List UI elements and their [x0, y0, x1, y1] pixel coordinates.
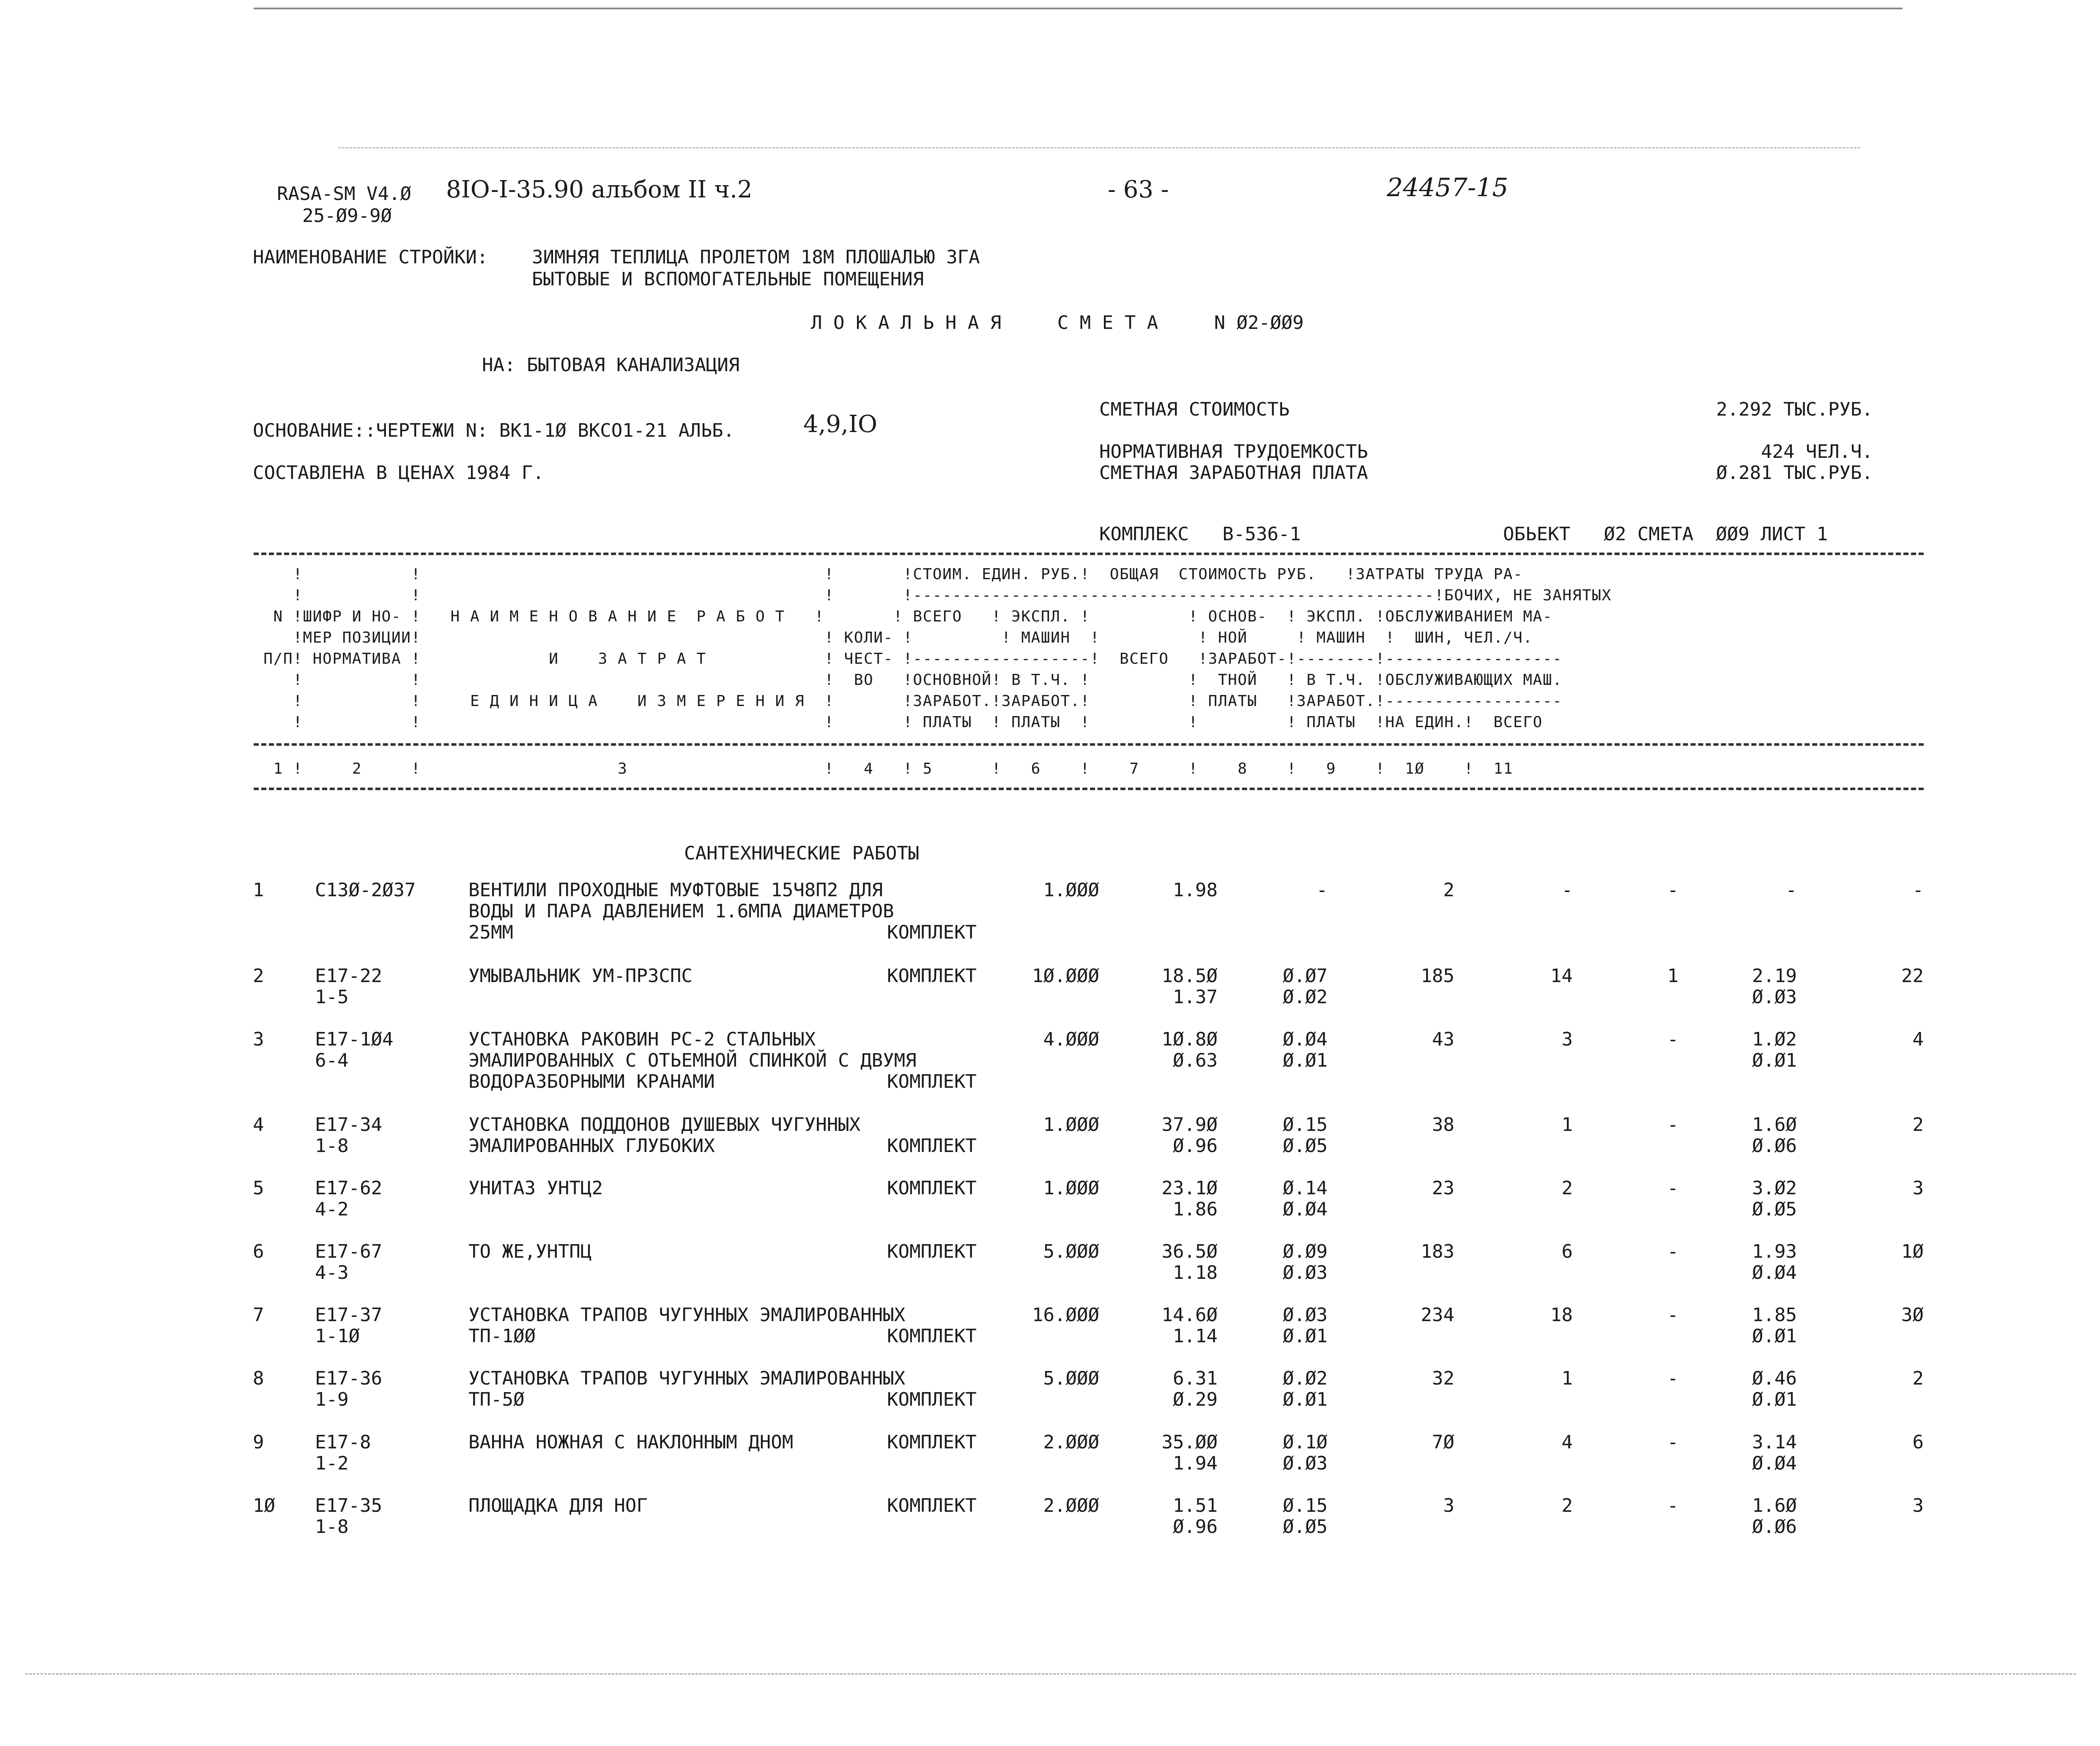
unit-cost-machines: Ø.Ø2: [1283, 1368, 1328, 1389]
total-cost: 3: [1443, 1495, 1454, 1516]
work-name-line: УСТАНОВКА ПОДДОНОВ ДУШЕВЫХ ЧУГУННЫХ: [468, 1114, 861, 1136]
norm-code: Е17-22: [315, 965, 382, 987]
labor-total: 6: [1912, 1431, 1924, 1453]
unit: КОМПЛЕКТ: [887, 1071, 977, 1092]
unit-cost-total: 23.1Ø: [1161, 1177, 1218, 1199]
unit-cost-total: 1.94: [1173, 1453, 1218, 1474]
labor-total: 4: [1912, 1029, 1924, 1050]
page-number: - 63 -: [1108, 176, 1169, 203]
labor-total: 2: [1912, 1368, 1924, 1389]
quantity: 16.ØØØ: [1032, 1304, 1099, 1326]
unit: КОМПЛЕКТ: [887, 1177, 977, 1199]
total-wage: 6: [1561, 1241, 1573, 1262]
total-cost: 23: [1432, 1177, 1454, 1199]
norm-code: 1-1Ø: [315, 1325, 360, 1347]
unit: КОМПЛЕКТ: [887, 965, 977, 987]
total-wage: 1: [1561, 1114, 1573, 1136]
unit-cost-total: 1.18: [1173, 1262, 1218, 1284]
labor-per-unit: Ø.Ø6: [1752, 1135, 1797, 1157]
unit-cost-machines: Ø.Ø9: [1283, 1241, 1328, 1262]
unit-cost-total: 1.86: [1173, 1199, 1218, 1220]
construction-label: НАИМЕНОВАНИЕ СТРОЙКИ:: [253, 246, 488, 268]
labor-per-unit: 1.6Ø: [1752, 1114, 1797, 1136]
bottom-faint-rule: [25, 1673, 2076, 1675]
norm-code: 1-8: [315, 1516, 349, 1538]
unit: КОМПЛЕКТ: [887, 1135, 977, 1157]
labor-value: 424 ЧЕЛ.Ч.: [1761, 441, 1873, 462]
table-header-line: ! ! ! ВО !ОСНОВНОЙ! В Т.Ч. ! ! ТНОЙ ! В Т.Ч. !ОБСЛУЖИВАЮЩИХ МАШ.: [254, 671, 1563, 689]
wage-label: СМЕТНАЯ ЗАРАБОТНАЯ ПЛАТА: [1099, 462, 1368, 484]
work-name-line: УСТАНОВКА РАКОВИН РС-2 СТАЛЬНЫХ: [468, 1029, 816, 1050]
row-number: 5: [253, 1177, 264, 1199]
construction-line-1: ЗИМНЯЯ ТЕПЛИЦА ПРОЛЕТОМ 18М ПЛОШАЛЬЮ 3ГА: [532, 246, 980, 268]
labor-total: 3Ø: [1901, 1304, 1924, 1326]
total-machine: -: [1667, 1431, 1678, 1453]
quantity: 4.ØØØ: [1043, 1029, 1099, 1050]
labor-per-unit: 1.85: [1752, 1304, 1797, 1326]
unit: КОМПЛЕКТ: [887, 1241, 977, 1262]
row-number: 3: [253, 1029, 264, 1050]
unit-cost-machines: -: [1316, 879, 1328, 901]
construction-line-2: БЫТОВЫЕ И ВСПОМОГАТЕЛЬНЫЕ ПОМЕЩЕНИЯ: [532, 268, 924, 290]
wage-value: Ø.281 ТЫС.РУБ.: [1716, 462, 1873, 484]
unit-cost-machines: Ø.Ø2: [1283, 986, 1328, 1008]
labor-per-unit: Ø.Ø6: [1752, 1516, 1797, 1538]
table-header-line: ! ! Е Д И Н И Ц А И З М Е Р Е Н И Я ! !ЗАРАБОТ.!ЗАРАБОТ.! ! ПЛАТЫ !ЗАРАБОТ.!------------------: [254, 692, 1563, 710]
labor-per-unit: Ø.Ø1: [1752, 1325, 1797, 1347]
table-header-line: ! ! ! !-----------------------------------------------------!БОЧИХ, НЕ ЗАНЯТЫХ: [254, 587, 1612, 604]
unit-cost-machines: Ø.Ø1: [1283, 1050, 1328, 1071]
table-header-line: N !ШИФР И НО- ! Н А И М Е Н О В А Н И Е Р А Б О Т ! ! ВСЕГО ! ЭКСПЛ. ! ! ОСНОВ- ! ЭКСПЛ. !ОБСЛУЖИВАНИЕМ МА-: [254, 608, 1553, 625]
basis-albums: 4,9,IO: [803, 411, 877, 438]
unit-cost-machines: Ø.Ø3: [1283, 1453, 1328, 1474]
unit-cost-machines: Ø.Ø1: [1283, 1389, 1328, 1410]
unit-cost-total: 1.51: [1173, 1495, 1218, 1516]
row-number: 6: [253, 1241, 264, 1262]
table-top-rule: [254, 553, 1924, 555]
total-machine: -: [1667, 1177, 1678, 1199]
row-number: 9: [253, 1431, 264, 1453]
total-cost: 38: [1432, 1114, 1454, 1136]
unit-cost-machines: Ø.Ø1: [1283, 1325, 1328, 1347]
unit-cost-total: 1.98: [1173, 879, 1218, 901]
labor-per-unit: 1.6Ø: [1752, 1495, 1797, 1516]
total-cost: 2: [1443, 879, 1454, 901]
total-machine: -: [1667, 1114, 1678, 1136]
cost-label: СМЕТНАЯ СТОИМОСТЬ: [1099, 399, 1290, 420]
norm-code: Е17-36: [315, 1368, 382, 1389]
labor-per-unit: -: [1785, 879, 1797, 901]
norm-code: Е17-34: [315, 1114, 382, 1136]
labor-per-unit: 3.Ø2: [1752, 1177, 1797, 1199]
unit-cost-total: Ø.96: [1173, 1135, 1218, 1157]
total-machine: -: [1667, 1029, 1678, 1050]
quantity: 5.ØØØ: [1043, 1241, 1099, 1262]
unit: КОМПЛЕКТ: [887, 1495, 977, 1516]
labor-per-unit: 3.14: [1752, 1431, 1797, 1453]
labor-per-unit: 1.Ø2: [1752, 1029, 1797, 1050]
labor-label: НОРМАТИВНАЯ ТРУДОЕМКОСТЬ: [1099, 441, 1368, 462]
total-cost: 185: [1421, 965, 1454, 987]
total-cost: 7Ø: [1432, 1431, 1454, 1453]
table-header-line: П/П! НОРМАТИВА ! И З А Т Р А Т ! ЧЕСТ- !------------------! ВСЕГО !ЗАРАБОТ-!--------!------------------: [254, 650, 1563, 668]
row-number: 7: [253, 1304, 264, 1326]
header-bottom-rule: [254, 743, 1924, 746]
work-name-line: ЭМАЛИРОВАННЫХ ГЛУБОКИХ: [468, 1135, 715, 1157]
work-name-line: ВЕНТИЛИ ПРОХОДНЫЕ МУФТОВЫЕ 15Ч8П2 ДЛЯ: [468, 879, 883, 901]
quantity: 1.ØØØ: [1043, 1114, 1099, 1136]
column-numbers: 1 ! 2 ! 3 ! 4 ! 5 ! 6 ! 7 ! 8 ! 9 ! 1Ø ! 11: [254, 760, 1514, 777]
row-number: 1Ø: [253, 1495, 275, 1516]
total-cost: 183: [1421, 1241, 1454, 1262]
norm-code: 1-9: [315, 1389, 349, 1410]
total-wage: 3: [1561, 1029, 1573, 1050]
labor-per-unit: Ø.Ø1: [1752, 1389, 1797, 1410]
unit-cost-total: 14.6Ø: [1161, 1304, 1218, 1326]
total-wage: 1: [1561, 1368, 1573, 1389]
norm-code: 1-5: [315, 986, 349, 1008]
total-wage: 18: [1550, 1304, 1573, 1326]
norm-code: 4-2: [315, 1199, 349, 1220]
norm-code: Е17-37: [315, 1304, 382, 1326]
total-wage: 2: [1561, 1495, 1573, 1516]
total-cost: 43: [1432, 1029, 1454, 1050]
work-name-line: ВАННА НОЖНАЯ С НАКЛОННЫМ ДНОМ: [468, 1431, 794, 1453]
work-name-line: ПЛОЩАДКА ДЛЯ НОГ: [468, 1495, 648, 1516]
unit-cost-total: 35.ØØ: [1161, 1431, 1218, 1453]
unit-cost-total: 6.31: [1173, 1368, 1218, 1389]
top-faint-rule: [338, 147, 1860, 148]
total-machine: -: [1667, 1495, 1678, 1516]
quantity: 5.ØØØ: [1043, 1368, 1099, 1389]
unit-cost-total: 37.9Ø: [1161, 1114, 1218, 1136]
norm-code: С13Ø-2Ø37: [315, 879, 416, 901]
work-name-line: ВОДОРАЗБОРНЫМИ КРАНАМИ: [468, 1071, 715, 1092]
unit-cost-total: Ø.29: [1173, 1389, 1218, 1410]
total-cost: 234: [1421, 1304, 1454, 1326]
work-name-line: ТО ЖЕ,УНТПЦ: [468, 1241, 592, 1262]
numbers-bottom-rule: [254, 788, 1924, 790]
object-sheet: ОБЬЕКТ Ø2 СМЕТА ØØ9 ЛИСТ 1: [1503, 523, 1828, 545]
estimate-title: Л О К А Л Ь Н А Я С М Е Т А N Ø2-ØØ9: [811, 312, 1304, 334]
total-wage: 4: [1561, 1431, 1573, 1453]
work-name-line: УНИТАЗ УНТЦ2: [468, 1177, 603, 1199]
row-number: 4: [253, 1114, 264, 1136]
labor-per-unit: Ø.46: [1752, 1368, 1797, 1389]
norm-code: Е17-35: [315, 1495, 382, 1516]
total-wage: -: [1561, 879, 1573, 901]
unit-cost-machines: Ø.Ø3: [1283, 1304, 1328, 1326]
row-number: 8: [253, 1368, 264, 1389]
labor-per-unit: Ø.Ø1: [1752, 1050, 1797, 1071]
work-name-line: ЭМАЛИРОВАННЫХ С ОТЬЕМНОЙ СПИНКОЙ С ДВУМЯ: [468, 1050, 917, 1071]
total-machine: -: [1667, 1241, 1678, 1262]
quantity: 1.ØØØ: [1043, 879, 1099, 901]
labor-total: 3: [1912, 1495, 1924, 1516]
complex-code: КОМПЛЕКС В-536-1: [1099, 523, 1301, 545]
section-title: САНТЕХНИЧЕСКИЕ РАБОТЫ: [684, 843, 920, 864]
labor-total: 2: [1912, 1114, 1924, 1136]
norm-code: 6-4: [315, 1050, 349, 1071]
price-basis: СОСТАВЛЕНА В ЦЕНАХ 1984 Г.: [253, 462, 544, 484]
unit-cost-total: Ø.63: [1173, 1050, 1218, 1071]
unit: КОМПЛЕКТ: [887, 1431, 977, 1453]
norm-code: Е17-62: [315, 1177, 382, 1199]
labor-per-unit: Ø.Ø4: [1752, 1262, 1797, 1284]
norm-code: 1-8: [315, 1135, 349, 1157]
unit-cost-total: 36.5Ø: [1161, 1241, 1218, 1262]
norm-code: 1-2: [315, 1453, 349, 1474]
labor-per-unit: Ø.Ø3: [1752, 986, 1797, 1008]
norm-code: Е17-67: [315, 1241, 382, 1262]
unit-cost-machines: Ø.Ø3: [1283, 1262, 1328, 1284]
total-machine: 1: [1667, 965, 1678, 987]
total-cost: 32: [1432, 1368, 1454, 1389]
norm-code: Е17-1Ø4: [315, 1029, 394, 1050]
unit-cost-machines: Ø.1Ø: [1283, 1431, 1328, 1453]
labor-total: 22: [1901, 965, 1924, 987]
total-machine: -: [1667, 879, 1678, 901]
work-name-line: ВОДЫ И ПАРА ДАВЛЕНИЕМ 1.6МПА ДИАМЕТРОВ: [468, 900, 894, 922]
total-machine: -: [1667, 1304, 1678, 1326]
project-reference: 8IO-I-35.90 альбом II ч.2: [446, 176, 753, 203]
quantity: 1Ø.ØØØ: [1032, 965, 1099, 987]
work-name-line: УМЫВАЛЬНИК УМ-ПР3СПС: [468, 965, 693, 987]
quantity: 1.ØØØ: [1043, 1177, 1099, 1199]
work-name-line: УСТАНОВКА ТРАПОВ ЧУГУННЫХ ЭМАЛИРОВАННЫХ: [468, 1368, 906, 1389]
unit-cost-total: Ø.96: [1173, 1516, 1218, 1538]
total-wage: 14: [1550, 965, 1573, 987]
unit-cost-machines: Ø.Ø4: [1283, 1199, 1328, 1220]
top-edge-rule: [254, 8, 1903, 9]
row-number: 2: [253, 965, 264, 987]
unit-cost-total: 1.14: [1173, 1325, 1218, 1347]
work-name-line: 25ММ: [468, 922, 513, 943]
work-name-line: ТП-5Ø: [468, 1389, 525, 1410]
unit-cost-machines: Ø.15: [1283, 1114, 1328, 1136]
document-number: 24457-15: [1387, 173, 1509, 203]
unit-cost-machines: Ø.15: [1283, 1495, 1328, 1516]
norm-code: Е17-8: [315, 1431, 371, 1453]
norm-code: 4-3: [315, 1262, 349, 1284]
unit-cost-machines: Ø.Ø4: [1283, 1029, 1328, 1050]
labor-per-unit: 1.93: [1752, 1241, 1797, 1262]
unit: КОМПЛЕКТ: [887, 1325, 977, 1347]
work-name-line: УСТАНОВКА ТРАПОВ ЧУГУННЫХ ЭМАЛИРОВАННЫХ: [468, 1304, 906, 1326]
estimate-subject: НА: БЫТОВАЯ КАНАЛИЗАЦИЯ: [482, 354, 740, 376]
unit: КОМПЛЕКТ: [887, 922, 977, 943]
total-machine: -: [1667, 1368, 1678, 1389]
row-number: 1: [253, 879, 264, 901]
unit-cost-total: 18.5Ø: [1161, 965, 1218, 987]
labor-per-unit: Ø.Ø4: [1752, 1453, 1797, 1474]
unit-cost-machines: Ø.Ø5: [1283, 1516, 1328, 1538]
labor-total: 3: [1912, 1177, 1924, 1199]
labor-per-unit: 2.19: [1752, 965, 1797, 987]
unit-cost-total: 1.37: [1173, 986, 1218, 1008]
unit-cost-total: 1Ø.8Ø: [1161, 1029, 1218, 1050]
unit-cost-machines: Ø.Ø5: [1283, 1135, 1328, 1157]
unit-cost-machines: Ø.Ø7: [1283, 965, 1328, 987]
unit: КОМПЛЕКТ: [887, 1389, 977, 1410]
basis-text: ОСНОВАНИЕ::ЧЕРТЕЖИ N: ВК1-1Ø ВКСО1-21 АЛЬБ.: [253, 420, 735, 441]
print-date: 25-Ø9-9Ø: [302, 205, 392, 227]
labor-total: 1Ø: [1901, 1241, 1924, 1262]
program-version: RASA-SM V4.Ø: [277, 183, 411, 205]
labor-per-unit: Ø.Ø5: [1752, 1199, 1797, 1220]
cost-value: 2.292 ТЫС.РУБ.: [1716, 399, 1873, 420]
table-header-line: ! ! ! ! ПЛАТЫ ! ПЛАТЫ ! ! ! ПЛАТЫ !НА ЕДИН.! ВСЕГО: [254, 714, 1543, 731]
quantity: 2.ØØØ: [1043, 1495, 1099, 1516]
unit-cost-machines: Ø.14: [1283, 1177, 1328, 1199]
table-header-line: !МЕР ПОЗИЦИИ! ! КОЛИ- ! ! МАШИН ! ! НОЙ ! МАШИН ! ШИН, ЧЕЛ./Ч.: [254, 629, 1533, 646]
total-wage: 2: [1561, 1177, 1573, 1199]
quantity: 2.ØØØ: [1043, 1431, 1099, 1453]
table-header-line: ! ! ! !СТОИМ. ЕДИН. РУБ.! ОБЩАЯ СТОИМОСТЬ РУБ. !ЗАТРАТЫ ТРУДА РА-: [254, 566, 1523, 583]
labor-total: -: [1912, 879, 1924, 901]
work-name-line: ТП-1ØØ: [468, 1325, 536, 1347]
